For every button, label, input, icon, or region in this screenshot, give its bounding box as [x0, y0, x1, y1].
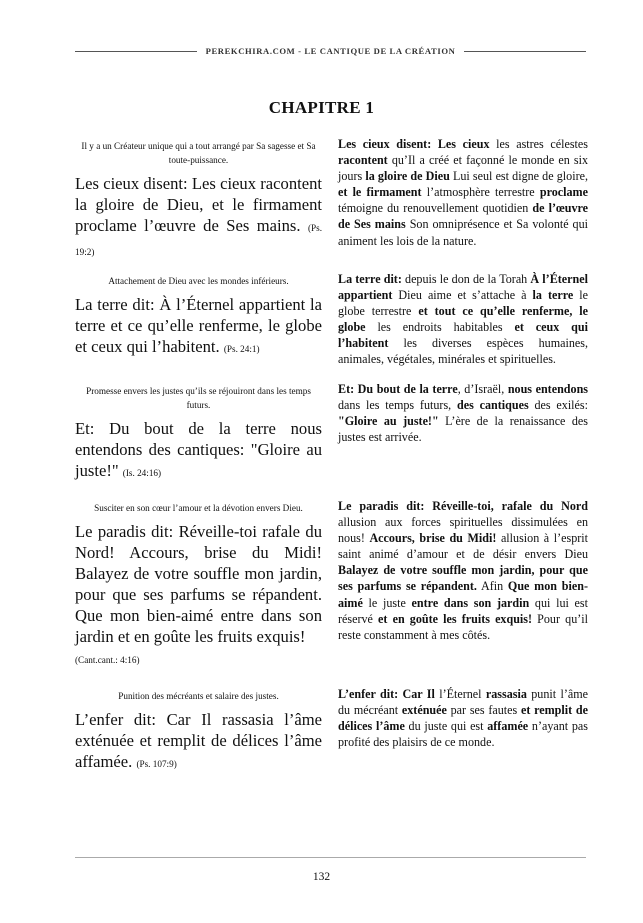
verse-reference: (Ps. 24:1) — [223, 344, 260, 354]
section-row — [75, 271, 588, 381]
verse-body: L’enfer dit: Car Il rassasia l’âme exténuée et remplit de délices l’âme affamée. — [75, 710, 322, 771]
commentary-gloss: qui lui est réservé — [338, 595, 588, 626]
commentary-gloss: l’Éternel — [434, 687, 486, 701]
verse-reference: (Ps. 107:9) — [136, 759, 177, 769]
commentary-gloss: , d’Israël, — [457, 382, 508, 396]
verse-reference: (Ps. 19:2) — [75, 223, 322, 257]
commentary-verse-quote: et remplit de délices l’âme — [338, 703, 588, 734]
running-header — [75, 44, 586, 58]
running-title: PEREKCHIRA.COM - LE CANTIQUE DE LA CRÉATION — [205, 46, 456, 56]
commentary-verse-quote: Le paradis dit: Réveille-toi, rafale du Nord — [338, 499, 588, 513]
commentary-gloss: dans les temps futurs, — [338, 398, 457, 413]
section-row — [75, 686, 588, 786]
verse-text — [75, 294, 322, 360]
content-rows — [75, 136, 588, 786]
commentary-gloss: témoigne du renouvellement quotidien — [338, 201, 533, 216]
verse-column — [75, 498, 322, 686]
commentary-verse-quote: la gloire de Dieu — [365, 169, 450, 184]
commentary-verse-quote: nous entendons — [507, 382, 588, 396]
commentary-gloss: Son omniprésence et Sa volonté qui animent les lois de la nature. — [338, 217, 589, 248]
chapter-title: CHAPITRE 1 — [268, 98, 375, 117]
section-summary: Punition des mécréants et salaire des justes. — [118, 691, 279, 701]
section-summary: Attachement de Dieu avec les mondes inférieurs. — [108, 276, 289, 286]
commentary-verse-quote: "Gloire au juste!" — [338, 414, 439, 429]
commentary-gloss: Lui seul est digne de gloire, — [449, 169, 588, 184]
commentary-verse-quote: Et: Du bout de la terre — [338, 382, 458, 396]
commentary-verse-quote: la terre — [532, 288, 574, 303]
commentary-verse-quote: Accours, brise du Midi! — [369, 531, 497, 546]
commentary-gloss: les endroits habitables — [365, 320, 515, 335]
section-summary: Susciter en son cœur l’amour et la dévotion envers Dieu. — [94, 503, 303, 513]
verse-column — [75, 381, 322, 498]
commentary-verse-quote: La terre dit: — [338, 272, 402, 286]
commentary-gloss: le juste — [362, 595, 412, 610]
commentary-verse-quote: entre dans son jardin — [411, 595, 530, 610]
verse-column — [75, 136, 322, 271]
verse-text — [75, 709, 322, 775]
verse-column — [75, 271, 322, 381]
verse-body: Le paradis dit: Réveille-toi rafale du Nord! Accours, brise du Midi! Balayez de votre souffle mon jardin, pour que ses parfums se répandent. Que mon bien-aimé entre dans son jardin et en goûte les fruits exquis! — [75, 522, 322, 646]
commentary-gloss: L’ère de la renaissance des justes est arrivée. — [338, 414, 588, 445]
commentary — [338, 686, 588, 786]
verse-reference: (Cant.cant.: 4:16) — [75, 655, 140, 665]
commentary-verse-quote: racontent — [338, 153, 388, 168]
section-row — [75, 136, 588, 271]
commentary-gloss: Afin — [476, 579, 508, 594]
commentary-verse-quote: Que mon bien-aimé — [338, 579, 588, 610]
verse-text — [75, 173, 322, 263]
commentary-verse-quote: proclame — [539, 185, 588, 200]
commentary-gloss: depuis le don de la Torah — [401, 272, 531, 286]
section-summary: Il y a un Créateur unique qui a tout arrangé par Sa sagesse et Sa toute-puissance. — [81, 141, 316, 165]
header-rule-left — [75, 51, 197, 52]
commentary-verse-quote: et tout ce qu’elle renferme, le globe — [338, 304, 589, 335]
commentary-gloss: allusion à l’esprit saint animé d’amour et de désir envers Dieu — [338, 531, 588, 562]
commentary-verse-quote: L’enfer dit: Car Il — [338, 687, 435, 701]
footer-rule — [75, 857, 586, 858]
commentary-gloss: Pour qu’il reste constamment à mes côtés. — [338, 611, 588, 642]
verse-body: La terre dit: À l’Éternel appartient la terre et ce qu’elle renferme, le globe et ceux qui l’habitent. — [75, 295, 322, 356]
commentary-verse-quote: de l’œuvre de Ses mains — [338, 201, 589, 232]
commentary-gloss: du juste qui est — [404, 719, 488, 734]
commentary-verse-quote: des cantiques — [456, 398, 529, 413]
commentary-verse-quote: et en goûte les fruits exquis! — [378, 611, 533, 626]
commentary — [338, 271, 588, 381]
commentary-verse-quote: et le firmament — [338, 185, 422, 200]
commentary-gloss: qu’Il a créé et façonné le monde en six jours — [338, 153, 588, 184]
commentary — [338, 498, 588, 686]
header-rule-right — [464, 51, 586, 52]
commentary-verse-quote: et ceux qui l’habitent — [338, 320, 588, 351]
commentary-verse-quote: exténuée — [401, 703, 447, 718]
commentary-verse-quote: affamée — [487, 719, 529, 734]
page-number: 132 — [312, 871, 331, 883]
verse-column — [75, 686, 322, 786]
section-row — [75, 381, 588, 498]
verse-body: Et: Du bout de la terre nous entendons des cantiques: "Gloire au juste!" — [75, 419, 322, 480]
section-summary: Promesse envers les justes qu’ils se réjouiront dans les temps futurs. — [86, 386, 311, 410]
commentary-verse-quote: Les cieux disent: Les cieux — [338, 137, 490, 151]
verse-body: Les cieux disent: Les cieux racontent la gloire de Dieu, et le firmament proclame l’œuvre de Ses mains. — [75, 174, 322, 235]
commentary-gloss: allusion aux forces spirituelles dissimulées en nous! — [338, 515, 588, 546]
commentary-verse-quote: À l’Éternel appartient — [338, 272, 588, 303]
commentary-verse-quote: Balayez de votre souffle mon jardin, pour que ses parfums se répandent. — [338, 563, 588, 594]
commentary-gloss: les astres célestes — [489, 137, 588, 151]
verse-text — [75, 418, 322, 484]
commentary-gloss: le globe terrestre — [338, 288, 588, 319]
verse-reference: (Is. 24:16) — [122, 468, 162, 478]
verse-text — [75, 521, 322, 671]
commentary-gloss: l’atmosphère terrestre — [421, 185, 540, 200]
commentary-gloss: des exilés: — [528, 398, 588, 413]
commentary-gloss: par ses fautes — [446, 703, 521, 718]
commentary-gloss: les diverses espèces humaines, animales, végétales, minérales et spirituelles. — [338, 336, 588, 367]
commentary-gloss: punit l’âme du mécréant — [338, 687, 588, 718]
commentary-gloss: Dieu aime et s’attache à — [392, 288, 533, 303]
commentary-gloss: n’ayant pas profité des plaisirs de ce monde. — [338, 719, 588, 750]
commentary — [338, 381, 588, 498]
commentary — [338, 136, 588, 271]
section-row — [75, 498, 588, 686]
commentary-verse-quote: rassasia — [485, 687, 527, 701]
